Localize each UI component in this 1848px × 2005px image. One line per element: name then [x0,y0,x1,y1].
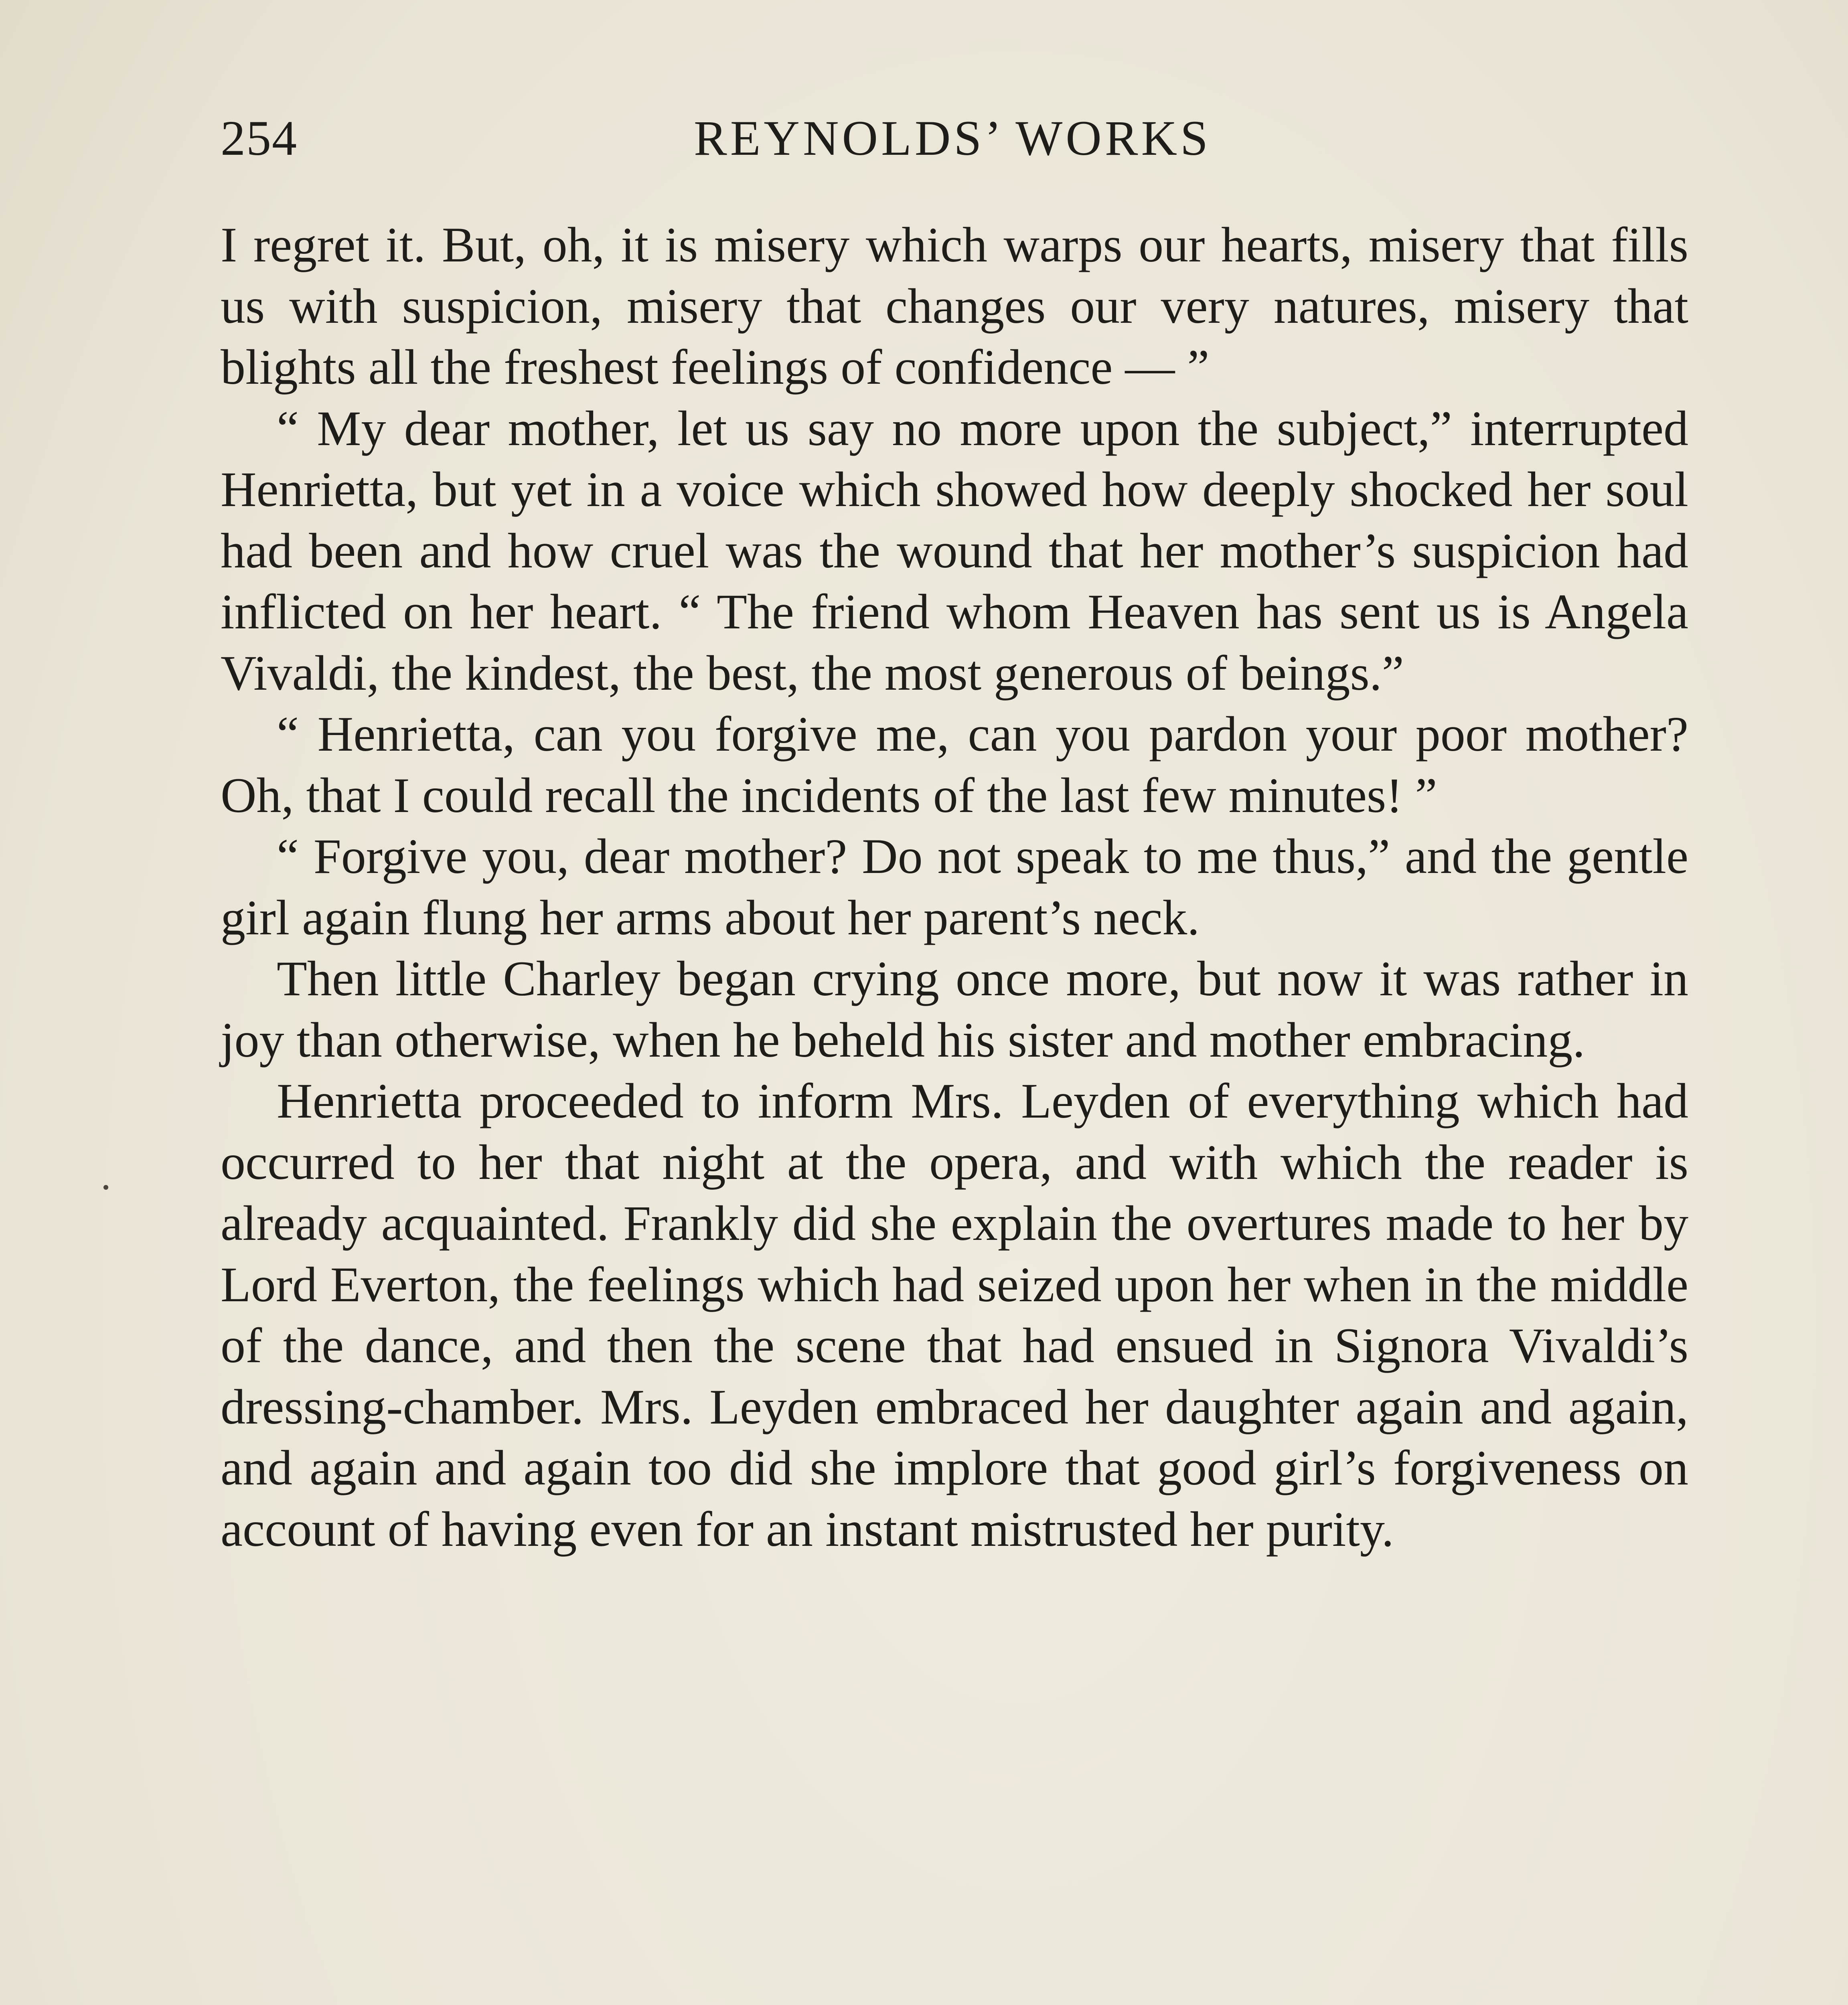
paragraph: “ My dear mother, let us say no more upon the subject,” interrupted Henrietta, but yet in a voice which showed how deeply shocked her soul had been and how cruel was the wound that her mother’s suspicion had inflicted on her heart. “ The friend whom Heaven has sent us is Angela Vivaldi, the kindest, the best, the most generous of beings.” [221,401,1688,701]
paragraph: “ Henrietta, can you forgive me, can you pardon your poor mother? Oh, that I could recall the incidents of the last few minutes! ” [221,707,1688,823]
ink-speck [103,1185,108,1190]
page-number: 254 [221,111,298,166]
body-text [221,215,1688,1560]
paragraph: Henrietta proceeded to inform Mrs. Leyden of everything which had occurred to her that night at the opera, and with which the reader is already acquainted. Frankly did she explain the overtures made to her by Lord Everton, the feelings which had seized upon her when in the middle of the dance, and then the scene that had ensued in Signora Vivaldi’s dressing-chamber. Mrs. Leyden embraced her daughter again and again, and again and again too did she implore that good girl’s forgiveness on account of having even for an instant mistrusted her purity. [221,1073,1688,1557]
page-header [221,102,1684,174]
paragraph-continuation: I regret it. But, oh, it is misery which warps our hearts, misery that fills us with suspicion, misery that changes our very natures, misery that blights all the freshest feelings of confidence — ” [221,217,1688,395]
running-head: REYNOLDS’ WORKS [693,111,1211,166]
paragraph: Then little Charley began crying once more, but now it was rather in joy than otherwise, when he beheld his sister and mother embracing. [221,951,1688,1067]
paragraph: “ Forgive you, dear mother? Do not speak to me thus,” and the gentle girl again flung her arms about her parent’s neck. [221,829,1688,945]
